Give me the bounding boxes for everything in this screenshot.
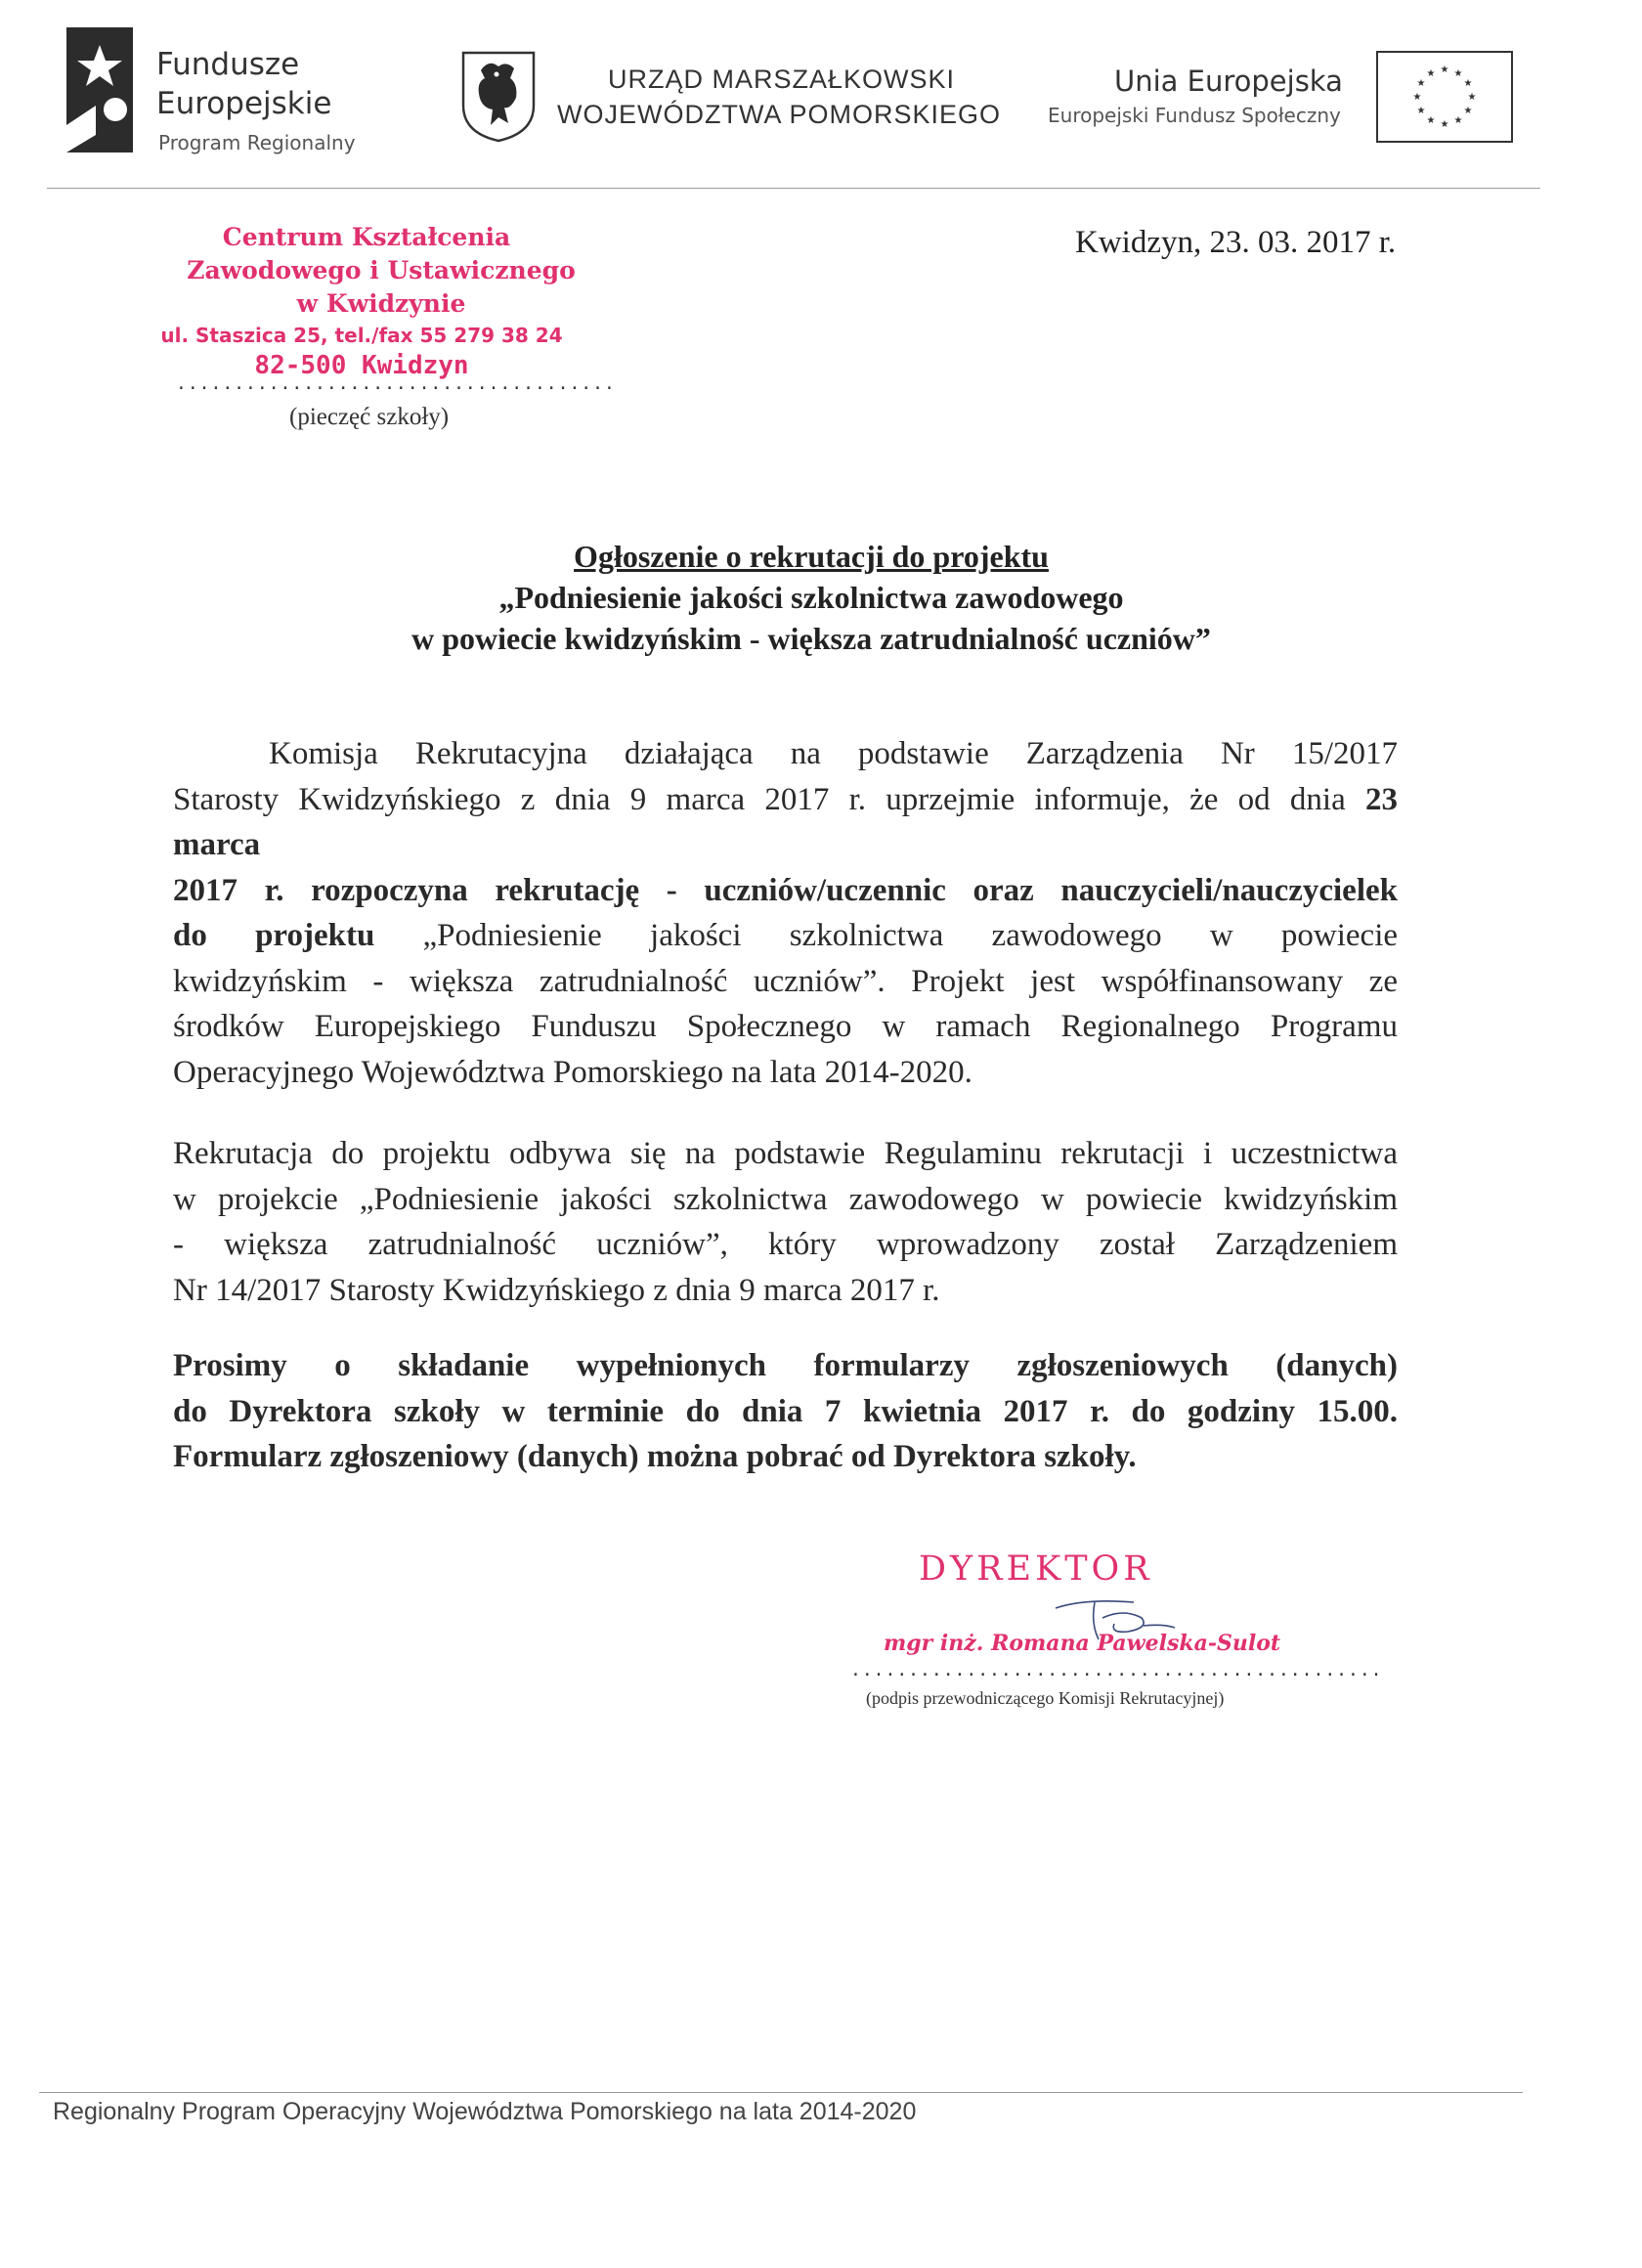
- stamp-line2: Zawodowego i Ustawicznego: [187, 256, 576, 284]
- title-line2: „Podniesienie jakości szkolnictwa zawodowego: [498, 580, 1124, 615]
- svg-text:★: ★: [1426, 115, 1436, 126]
- stamp-line1: Centrum Kształcenia: [222, 223, 511, 251]
- signature-dotted-line: ..............................................: [850, 1660, 1383, 1680]
- document-date: Kwidzyn, 23. 03. 2017 r.: [1075, 225, 1397, 260]
- pomeranian-griffin-crest-icon: [459, 49, 538, 143]
- um-logo-line1: URZĄD MARSZAŁKOWSKI: [608, 65, 956, 94]
- p1-line2-bold: 23: [1365, 781, 1399, 817]
- svg-text:★: ★: [1416, 78, 1426, 89]
- p3-line3: Formularz zgłoszeniowy (danych) można pobrać od Dyrektora szkoły.: [173, 1439, 1137, 1474]
- p2-line3: - większa zatrudnialność uczniów”, który wprowadzony został Zarządzeniem: [173, 1227, 1398, 1262]
- document-title: [176, 536, 1447, 659]
- svg-text:★: ★: [1416, 106, 1426, 116]
- p2-line1: Rekrutacja do projektu odbywa się na podstawie Regulaminu rekrutacji i uczestnictwa: [173, 1136, 1398, 1171]
- ue-logo-line1: Unia Europejska: [1114, 65, 1343, 98]
- svg-text:★: ★: [1453, 115, 1463, 126]
- p1-line4-bold: 2017 r. rozpoczyna rekrutację - uczniów/uczennic oraz nauczycieli/nauczycielek: [173, 872, 1398, 908]
- ue-logo-line2: Europejski Fundusz Społeczny: [1048, 104, 1341, 127]
- svg-text:★: ★: [1453, 68, 1463, 79]
- title-line3: w powiecie kwidzyńskim - większa zatrudnialność uczniów”: [411, 621, 1211, 656]
- urzad-marszalkowski-logo: [459, 39, 1007, 147]
- paragraph-1: [173, 731, 1398, 1095]
- signature-title: DYREKTOR: [919, 1549, 1153, 1589]
- p1-line6: kwidzyńskim - większa zatrudnialność uczniów”. Projekt jest współfinansowany ze: [173, 963, 1398, 999]
- signature-name: mgr inż. Romana Pawelska-Sulot: [884, 1631, 1281, 1656]
- p1-line5: [173, 913, 1398, 959]
- stamp-caption: (pieczęć szkoły): [289, 404, 450, 430]
- p1-line1: Komisja Rekrutacyjna działająca na podstawie Zarządzenia Nr 15/2017: [269, 736, 1398, 771]
- svg-text:★: ★: [1463, 106, 1473, 116]
- p3-line2: do Dyrektora szkoły w terminie do dnia 7 kwietnia 2017 r. do godziny 15.00.: [173, 1393, 1398, 1429]
- fe-logo-line2: Europejskie: [156, 86, 332, 121]
- eu-flag-icon: [1376, 51, 1513, 143]
- header-divider: [47, 188, 1540, 189]
- fe-logo-line3: Program Regionalny: [158, 131, 356, 154]
- svg-text:★: ★: [1412, 92, 1422, 103]
- p3-line1: Prosimy o składanie wypełnionych formularzy zgłoszeniowych (danych): [173, 1348, 1398, 1383]
- svg-text:★: ★: [1426, 68, 1436, 79]
- svg-text:★: ★: [1463, 78, 1473, 89]
- footer-text: Regionalny Program Operacyjny Województwa Pomorskiego na lata 2014-2020: [53, 2098, 917, 2125]
- svg-text:★: ★: [1467, 92, 1477, 103]
- stamp-dotted-line: ......................................: [176, 373, 616, 394]
- p1-line7: środków Europejskiego Funduszu Społecznego w ramach Regionalnego Programu: [173, 1009, 1398, 1044]
- um-logo-line2: WOJEWÓDZTWA POMORSKIEGO: [557, 100, 1001, 129]
- fundusze-europejskie-logo: [66, 27, 399, 156]
- stamp-line4: ul. Staszica 25, tel./fax 55 279 38 24: [160, 324, 563, 347]
- fe-logo-line1: Fundusze: [156, 47, 300, 82]
- title-line1: Ogłoszenie o rekrutacji do projektu: [574, 539, 1049, 574]
- stamp-line3: w Kwidzynie: [296, 289, 466, 318]
- fundusze-europejskie-mark-icon: [66, 27, 133, 153]
- signature-caption: (podpis przewodniczącego Komisji Rekrutacyjnej): [866, 1688, 1225, 1708]
- p2-line4: Nr 14/2017 Starosty Kwidzyńskiego z dnia 9 marca 2017 r.: [173, 1272, 940, 1308]
- p1-line2: [173, 777, 1398, 823]
- school-stamp: [156, 221, 606, 387]
- paragraph-3: [173, 1343, 1398, 1480]
- p1-line5-bold: do projektu: [173, 918, 375, 953]
- svg-text:★: ★: [1440, 65, 1449, 75]
- stamp-line5: 82-500 Kwidzyn: [254, 351, 469, 380]
- p1-line3: [173, 822, 1398, 868]
- svg-text:★: ★: [1440, 119, 1449, 130]
- footer-divider: [39, 2092, 1523, 2093]
- unia-europejska-logo: [1046, 49, 1554, 147]
- p1-line8: Operacyjnego Województwa Pomorskiego na lata 2014-2020.: [173, 1054, 972, 1090]
- p1-line3-bold: marca: [173, 827, 261, 862]
- p1-line5-text: „Podniesienie jakości szkolnictwa zawodowego w powiecie: [422, 918, 1399, 953]
- p2-line2: w projekcie „Podniesienie jakości szkolnictwa zawodowego w powiecie kwidzyńskim: [173, 1181, 1398, 1217]
- p1-line2-text: Starosty Kwidzyńskiego z dnia 9 marca 2017 r. uprzejmie informuje, że od dnia: [173, 781, 1346, 817]
- p1-line4: [173, 868, 1398, 914]
- paragraph-2: [173, 1131, 1398, 1313]
